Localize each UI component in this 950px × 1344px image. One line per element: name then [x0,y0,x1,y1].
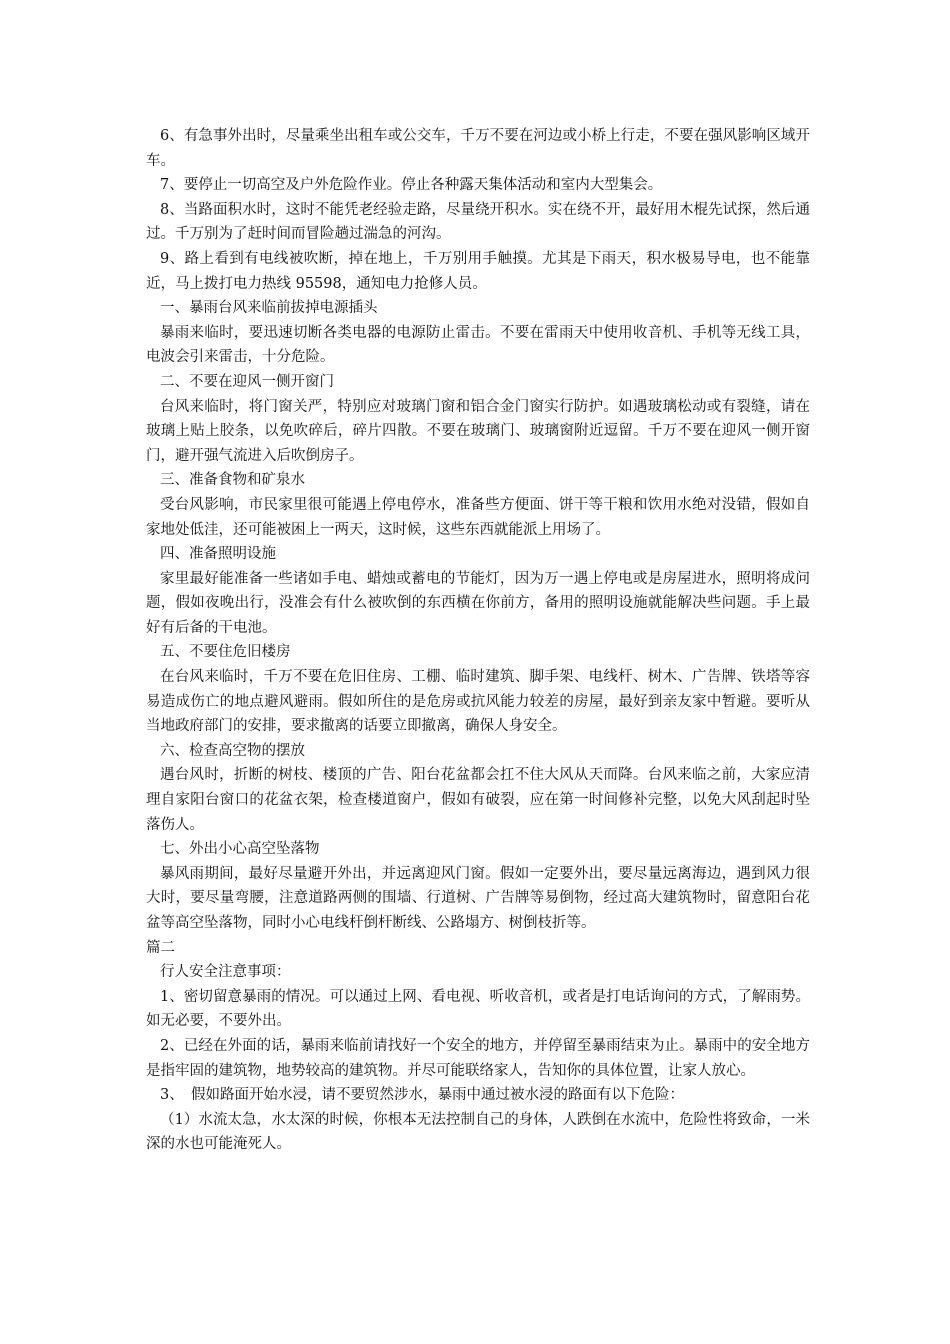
paragraph: 7、要停止一切高空及户外危险作业。停止各种露天集体活动和室内大型集会。 [160,177,663,194]
section-heading: 四、准备照明设施 [160,546,276,563]
paragraph: 1、密切留意暴雨的情况。可以通过上网、看电视、听收音机，或者是打电话询问的方式，了解雨势。如无必要，不要外出。 [146,988,810,1030]
document-body [146,124,810,1157]
paragraph: 3、 假如路面开始水浸，请不要贸然涉水，暴雨中通过被水浸的路面有以下危险： [160,1087,684,1104]
section-heading: 三、准备食物和矿泉水 [160,472,305,489]
paragraph: 在台风来临时，千万不要在危旧住房、工棚、临时建筑、脚手架、电线杆、树木、广告牌、铁塔等容易造成伤亡的地点避风避雨。假如所住的是危房或抗风能力较差的房屋，最好到亲友家中暂避。要听从当地政府部门的安排，要求撤离的话要立即撤离，确保人身安全。 [146,669,810,735]
section-heading: 二、不要在迎风一侧开窗门 [160,373,334,390]
paragraph: （1）水流太急，水太深的时候，你根本无法控制自己的身体，人跌倒在水流中，危险性将致命，一米深的水也可能淹死人。 [146,1111,810,1153]
paragraph: 家里最好能准备一些诸如手电、蜡烛或蓄电的节能灯，因为万一遇上停电或是房屋进水，照明将成问题，假如夜晚出行，没准会有什么被吹倒的东西横在你前方，备用的照明设施就能解决些问题。手上最好有后备的干电池。 [146,570,810,636]
section-heading: 七、外出小心高空坠落物 [160,841,320,858]
paragraph: 受台风影响，市民家里很可能遇上停电停水，准备些方便面、饼干等干粮和饮用水绝对没错，假如自家地处低洼，还可能被困上一两天，这时候，这些东西就能派上用场了。 [146,496,810,538]
paragraph: 2、已经在外面的话，暴雨来临前请找好一个安全的地方，并停留至暴雨结束为止。暴雨中的安全地方是指牢固的建筑物，地势较高的建筑物。并尽可能联络家人，告知你的具体位置，让家人放心。 [146,1037,810,1079]
section-heading: 五、不要住危旧楼房 [160,644,291,661]
subsection-heading: 行人安全注意事项： [160,964,291,981]
paragraph: 9、路上看到有电线被吹断，掉在地上，千万别用手触摸。尤其是下雨天，积水极易导电，也不能靠近，马上拨打电力热线 95598，通知电力抢修人员。 [146,250,810,292]
paragraph: 台风来临时，将门窗关严，特别应对玻璃门窗和铝合金门窗实行防护。如遇玻璃松动或有裂缝，请在玻璃上贴上胶条，以免吹碎后，碎片四散。不要在玻璃门、玻璃窗附近逗留。千万不要在迎风一侧开窗门，避开强气流进入后吹倒房子。 [146,398,810,464]
paragraph: 暴雨来临时，要迅速切断各类电器的电源防止雷击。不要在雷雨天中使用收音机、手机等无线工具，电波会引来雷击，十分危险。 [146,324,810,366]
paragraph: 暴风雨期间，最好尽量避开外出，并远离迎风门窗。假如一定要外出，要尽量远离海边，遇到风力很大时，要尽量弯腰，注意道路两侧的围墙、行道树、广告牌等易倒物，经过高大建筑物时，留意阳台花盆等高空坠落物，同时小心电线杆倒杆断线、公路塌方、树倒枝折等。 [146,865,810,931]
paragraph: 8、当路面积水时，这时不能凭老经验走路，尽量绕开积水。实在绕不开，最好用木棍先试探，然后通过。千万别为了赶时间而冒险趟过湍急的河沟。 [146,201,810,243]
paragraph: 遇台风时，折断的树枝、楼顶的广告、阳台花盆都会扛不住大风从天而降。台风来临之前，大家应清理自家阳台窗口的花盆衣架，检查楼道窗户，假如有破裂，应在第一时间修补完整，以免大风刮起时坠落伤人。 [146,767,810,833]
section-heading: 一、暴雨台风来临前拔掉电源插头 [160,300,378,317]
section-heading: 六、检查高空物的摆放 [160,742,305,759]
part-heading: 篇二 [146,939,175,956]
paragraph: 6、有急事外出时，尽量乘坐出租车或公交车，千万不要在河边或小桥上行走，不要在强风影响区域开车。 [146,128,810,169]
